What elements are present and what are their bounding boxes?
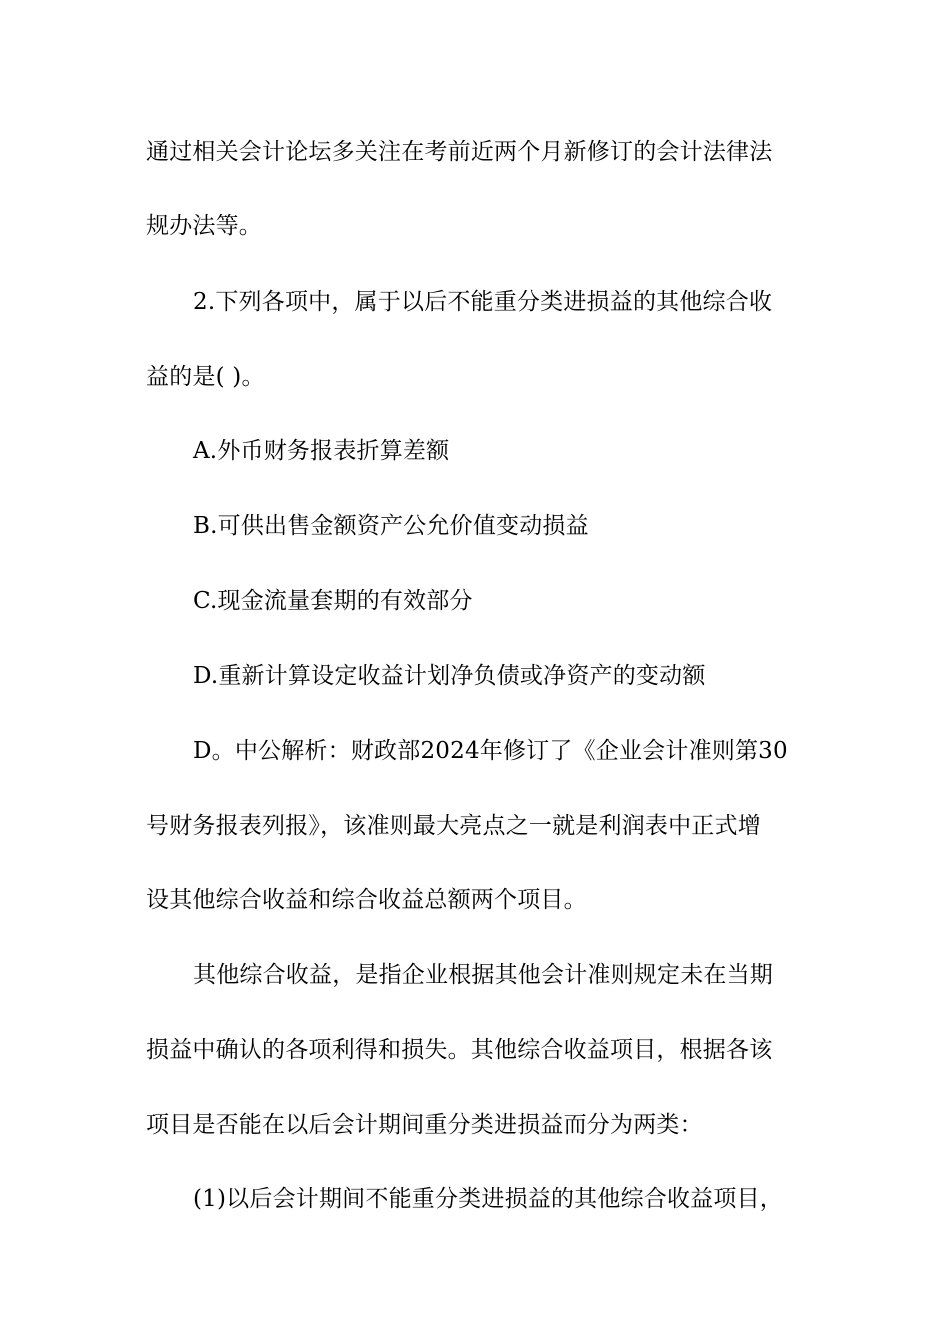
list-item-line: (1)以后会计期间不能重分类进损益的其他综合收益项目，	[193, 1186, 783, 1212]
option-a: A.外币财务报表折算差额	[193, 438, 450, 464]
answer-line: 设其他综合收益和综合收益总额两个项目。	[146, 887, 587, 913]
question-line: 益的是( )。	[146, 364, 265, 390]
explanation-line: 项目是否能在以后会计期间重分类进损益而分为两类：	[146, 1112, 703, 1138]
explanation-line: 损益中确认的各项利得和损失。其他综合收益项目，根据各该	[146, 1037, 773, 1063]
paragraph-line: 规办法等。	[146, 213, 262, 239]
option-b: B.可供出售金额资产公允价值变动损益	[193, 513, 589, 539]
option-c: C.现金流量套期的有效部分	[193, 588, 473, 614]
option-d: D.重新计算设定收益计划净负债或净资产的变动额	[193, 663, 706, 689]
answer-line: D。中公解析：财政部2024年修订了《企业会计准则第30	[193, 738, 788, 764]
question-line: 2.下列各项中，属于以后不能重分类进损益的其他综合收	[193, 289, 773, 315]
answer-line: 号财务报表列报》，该准则最大亮点之一就是利润表中正式增	[146, 813, 761, 839]
explanation-line: 其他综合收益，是指企业根据其他会计准则规定未在当期	[193, 962, 773, 988]
paragraph-line: 通过相关会计论坛多关注在考前近两个月新修订的会计法律法	[146, 139, 773, 165]
